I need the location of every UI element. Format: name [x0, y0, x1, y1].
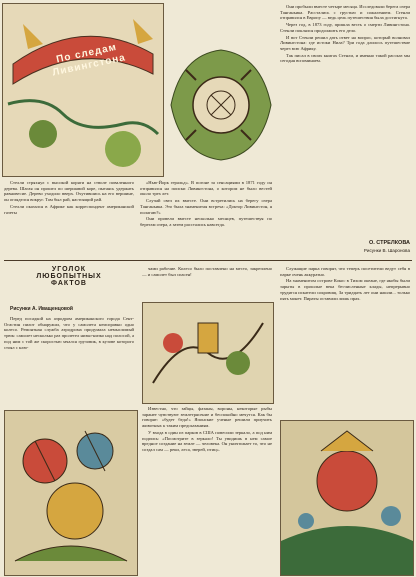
article-paragraph: Стелли стряхнул с высокой коряги на стволе поваленного дерева. Шагая он прошел по шершавой коре, пытаясь удержать равновесие. Дерево уходило вверх. Очутившись на его вершине, он огляделся вокруг. Там был рай, настоящий рай. [4, 180, 134, 203]
title-banner-illustration [2, 3, 164, 177]
facts-col1 [4, 316, 134, 351]
section-title-line1: УГОЛОК [51, 266, 87, 273]
article-paragraph: Через год, в 1873 году, пришла весть о смерти Ливингстона. Стенли поклялся продолжить его дело. [280, 22, 410, 33]
bottom-left-art-svg [5, 411, 137, 575]
banner-art-svg [3, 4, 163, 176]
article-paragraph: И вот Стенли решил дать ответ на вопрос, который волновал Ливингстона: где истоки Нила? Три года длилось путешествие через всю Африку. [280, 34, 410, 51]
medallion-illustration [166, 45, 276, 165]
article-paragraph: Случай свел их вместе. Они встретились на берегу озера Танганьика. Это была знаменитая встреча: «Доктор Ливингстон, я полагаю?» [140, 198, 272, 215]
title-banner-text: По следам Ливингстона [51, 41, 127, 79]
bottom-left-illustration [4, 410, 138, 576]
section-title-line2: ЛЮБОПЫТНЫХ [36, 273, 102, 280]
article-paragraph: Они провели вместе несколько месяцев, путешествуя по берегам озера, а затем расстались навсегда. [140, 216, 272, 227]
middle-art-svg [143, 303, 273, 403]
article-paragraph: Стелли оказался в Африке как корреспондент американской газеты [4, 203, 134, 215]
fact-paragraph: Известно, что зайцы, фазаны, вороны, некоторые рыбы заранее чувствуют землетрясение и беспокойно мечутся. Как бы говорят: «будет беда!» Японские ученые решили приучить животных к таким предсказаниям. [142, 406, 272, 429]
fact-paragraph: Служащие парка говорят, что теперь посетители ведут себя в парке очень аккуратно. [280, 266, 410, 277]
bottom-right-illustration [280, 420, 414, 576]
article-paragraph: Так писал в своих книгах Стенли, и именно такой рассказ мы сегодня вспоминаем. [280, 52, 410, 64]
bottom-right-art-svg [281, 421, 413, 575]
article-intro-col3 [280, 4, 410, 65]
facts-col2 [142, 266, 272, 278]
article-intro-col2 [140, 180, 272, 229]
facts-col2-lower [142, 406, 272, 454]
article-paragraph: Они пробыли вместе четыре месяца. Исследовали берега озера Танганьика. Расстались с грустью и сожалением. Стенли отправился в Европу — ведь цель путешествия была достигнута. [280, 4, 410, 21]
middle-illustration [142, 302, 274, 404]
drawings-credit: Рисунки А. Иващенцовой [10, 306, 74, 312]
fact-paragraph: чами рабочие. Колесо было поставлено на место, закреплено — и самолет был спасен! [142, 266, 272, 277]
article-byline: О. СТРЕЛКОВА [368, 240, 410, 246]
medallion-svg [166, 45, 276, 165]
article-paragraph: «Нью-Йорк геральд». В погоне за сенсациями в 1871 году он отправился на поиски Ливингстона, о котором не было вестей около трех лет. [140, 180, 272, 197]
facts-col3 [280, 266, 410, 302]
illustration-note: Рисунки В. Шаронова [363, 248, 410, 253]
section-heading [4, 266, 134, 287]
section-divider [4, 260, 412, 261]
fact-paragraph: Перед посадкой на аэродром американского города Сент-Огастин пилот обнаружил, что у самолета неисправно одно колесо. Ремонтная служба аэродрома придумала немыслимый трюк: самолет несколько раз пролетел низко-низко над полосой, а под ним с той же скоростью мчался грузовик, в кузове которого стоял с клю- [4, 316, 134, 350]
article-intro-col1 [4, 180, 134, 216]
section-title-line3: ФАКТОВ [51, 280, 87, 287]
fact-paragraph: На знаменитом острове Кокос в Тихом океане, где якобы были зарыты в прошлые века бесчисленные клады, непрерывно трудятся искатели сокровищ. За тридцать лет они нашли... только пять монет. Пираты оставили лишь прах. [280, 278, 410, 301]
fact-paragraph: У входа в один из парков в США повесили зеркало, а под ним подпись: «Посмотрите в зеркало! Ты увидишь в нем самое вредное создание на земле — человека. Он уничтожает то, что не создал сам — реки, леса, зверей, птиц». [142, 429, 272, 452]
